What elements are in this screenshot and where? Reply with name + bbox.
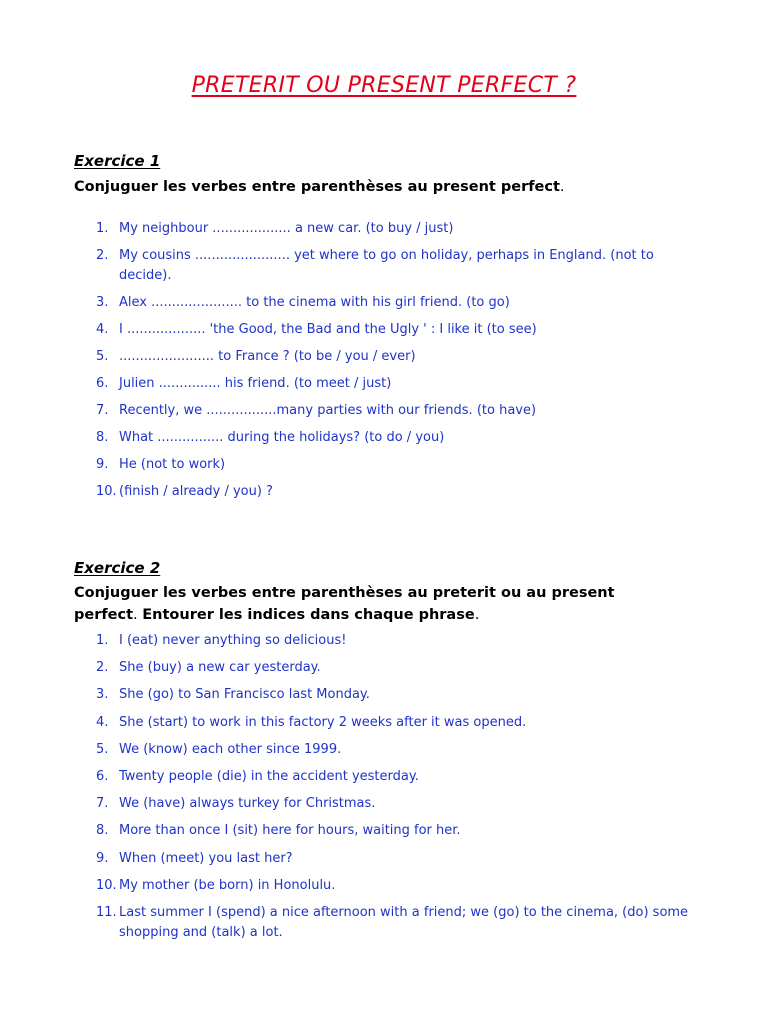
item-number: 2. bbox=[96, 660, 109, 676]
item-text: When (meet) you last her? bbox=[119, 850, 293, 866]
item-number: 5. bbox=[96, 349, 109, 364]
exercise2-item bbox=[0, 876, 768, 896]
exercise2-item bbox=[0, 794, 768, 814]
item-number: 9. bbox=[96, 457, 109, 472]
item-text: Recently, we .................many parties with our friends. (to have) bbox=[119, 403, 537, 418]
exercise-2-instruction-separator: . bbox=[133, 607, 143, 623]
exercise2-item bbox=[0, 658, 768, 678]
item-number: 10. bbox=[96, 877, 117, 893]
exercise1-item bbox=[0, 246, 768, 286]
exercise1-item bbox=[0, 401, 768, 421]
exercise1-item bbox=[0, 482, 768, 502]
item-number: 7. bbox=[96, 796, 109, 812]
item-number: 1. bbox=[96, 221, 109, 236]
exercise-1-heading: Exercice 1 bbox=[74, 152, 161, 170]
item-text: We (know) each other since 1999. bbox=[119, 741, 342, 757]
exercise1-item bbox=[0, 293, 768, 313]
item-number: 10. bbox=[96, 484, 117, 499]
item-text: My neighbour ................... a new car. (to buy / just) bbox=[119, 221, 454, 236]
exercise-1-instruction-text: Conjuguer les verbes entre parenthèses au present perfect bbox=[74, 179, 560, 195]
item-text: She (start) to work in this factory 2 weeks after it was opened. bbox=[119, 714, 527, 730]
exercise1-item bbox=[0, 374, 768, 394]
item-text: (finish / already / you) ? bbox=[119, 484, 273, 499]
exercise2-item bbox=[0, 631, 768, 651]
exercise1-item bbox=[0, 428, 768, 448]
item-text: Alex ...................... to the cinema with his girl friend. (to go) bbox=[119, 295, 510, 310]
item-text: I (eat) never anything so delicious! bbox=[119, 633, 347, 648]
item-number: 3. bbox=[96, 687, 109, 703]
item-text: Julien ............... his friend. (to meet / just) bbox=[119, 376, 392, 391]
exercise1-item bbox=[0, 219, 768, 239]
item-number: 9. bbox=[96, 850, 109, 866]
item-text: Last summer I (spend) a nice afternoon with a friend; we (go) to the cinema, (do) some shopping and (talk) a lot. bbox=[119, 904, 689, 940]
item-number: 1. bbox=[96, 633, 109, 648]
exercise1-item bbox=[0, 455, 768, 475]
item-number: 6. bbox=[96, 768, 109, 784]
exercise1-item bbox=[0, 347, 768, 367]
exercise-2-instruction bbox=[74, 582, 674, 626]
item-text: What ................ during the holidays? (to do / you) bbox=[119, 430, 445, 445]
exercise-1-instruction bbox=[74, 176, 674, 198]
item-number: 5. bbox=[96, 741, 109, 757]
item-number: 7. bbox=[96, 403, 109, 418]
exercise2-item bbox=[0, 903, 768, 943]
page-title: PRETERIT OU PRESENT PERFECT ? bbox=[191, 73, 577, 98]
item-number: 3. bbox=[96, 295, 109, 310]
item-text: ....................... to France ? (to be / you / ever) bbox=[119, 349, 416, 364]
item-text: She (go) to San Francisco last Monday. bbox=[119, 687, 370, 703]
item-number: 2. bbox=[96, 248, 109, 263]
item-number: 6. bbox=[96, 376, 109, 391]
item-text: More than once I (sit) here for hours, waiting for her. bbox=[119, 823, 461, 839]
item-number: 11. bbox=[96, 904, 117, 920]
exercise2-item bbox=[0, 767, 768, 787]
item-text: Twenty people (die) in the accident yesterday. bbox=[119, 768, 419, 784]
exercise-2-list bbox=[0, 631, 768, 950]
exercise1-item bbox=[0, 320, 768, 340]
exercise2-item bbox=[0, 849, 768, 869]
exercise-2-heading: Exercice 2 bbox=[74, 559, 161, 577]
exercise2-item bbox=[0, 740, 768, 760]
item-number: 8. bbox=[96, 430, 109, 445]
exercise-2-instruction-period: . bbox=[474, 607, 480, 623]
item-text: I ................... 'the Good, the Bad and the Ugly ' : I like it (to see) bbox=[119, 322, 537, 337]
item-text: She (buy) a new car yesterday. bbox=[119, 660, 321, 676]
exercise-1-instruction-period: . bbox=[559, 179, 565, 195]
item-text: We (have) always turkey for Christmas. bbox=[119, 796, 376, 812]
exercise2-item bbox=[0, 713, 768, 733]
item-number: 8. bbox=[96, 823, 109, 839]
exercise-2-instruction-text-1: Conjuguer les verbes entre parenthèses au preterit ou au present perfect bbox=[74, 585, 615, 623]
item-text: He (not to work) bbox=[119, 457, 226, 472]
item-text: My mother (be born) in Honolulu. bbox=[119, 877, 336, 893]
item-number: 4. bbox=[96, 714, 109, 730]
exercise2-item bbox=[0, 821, 768, 841]
item-text: My cousins ....................... yet where to go on holiday, perhaps in England. (not to decide). bbox=[119, 248, 654, 283]
exercise-1-list bbox=[0, 219, 768, 509]
exercise2-item bbox=[0, 685, 768, 705]
item-number: 4. bbox=[96, 322, 109, 337]
exercise-2-instruction-text-2: Entourer les indices dans chaque phrase bbox=[142, 607, 475, 623]
